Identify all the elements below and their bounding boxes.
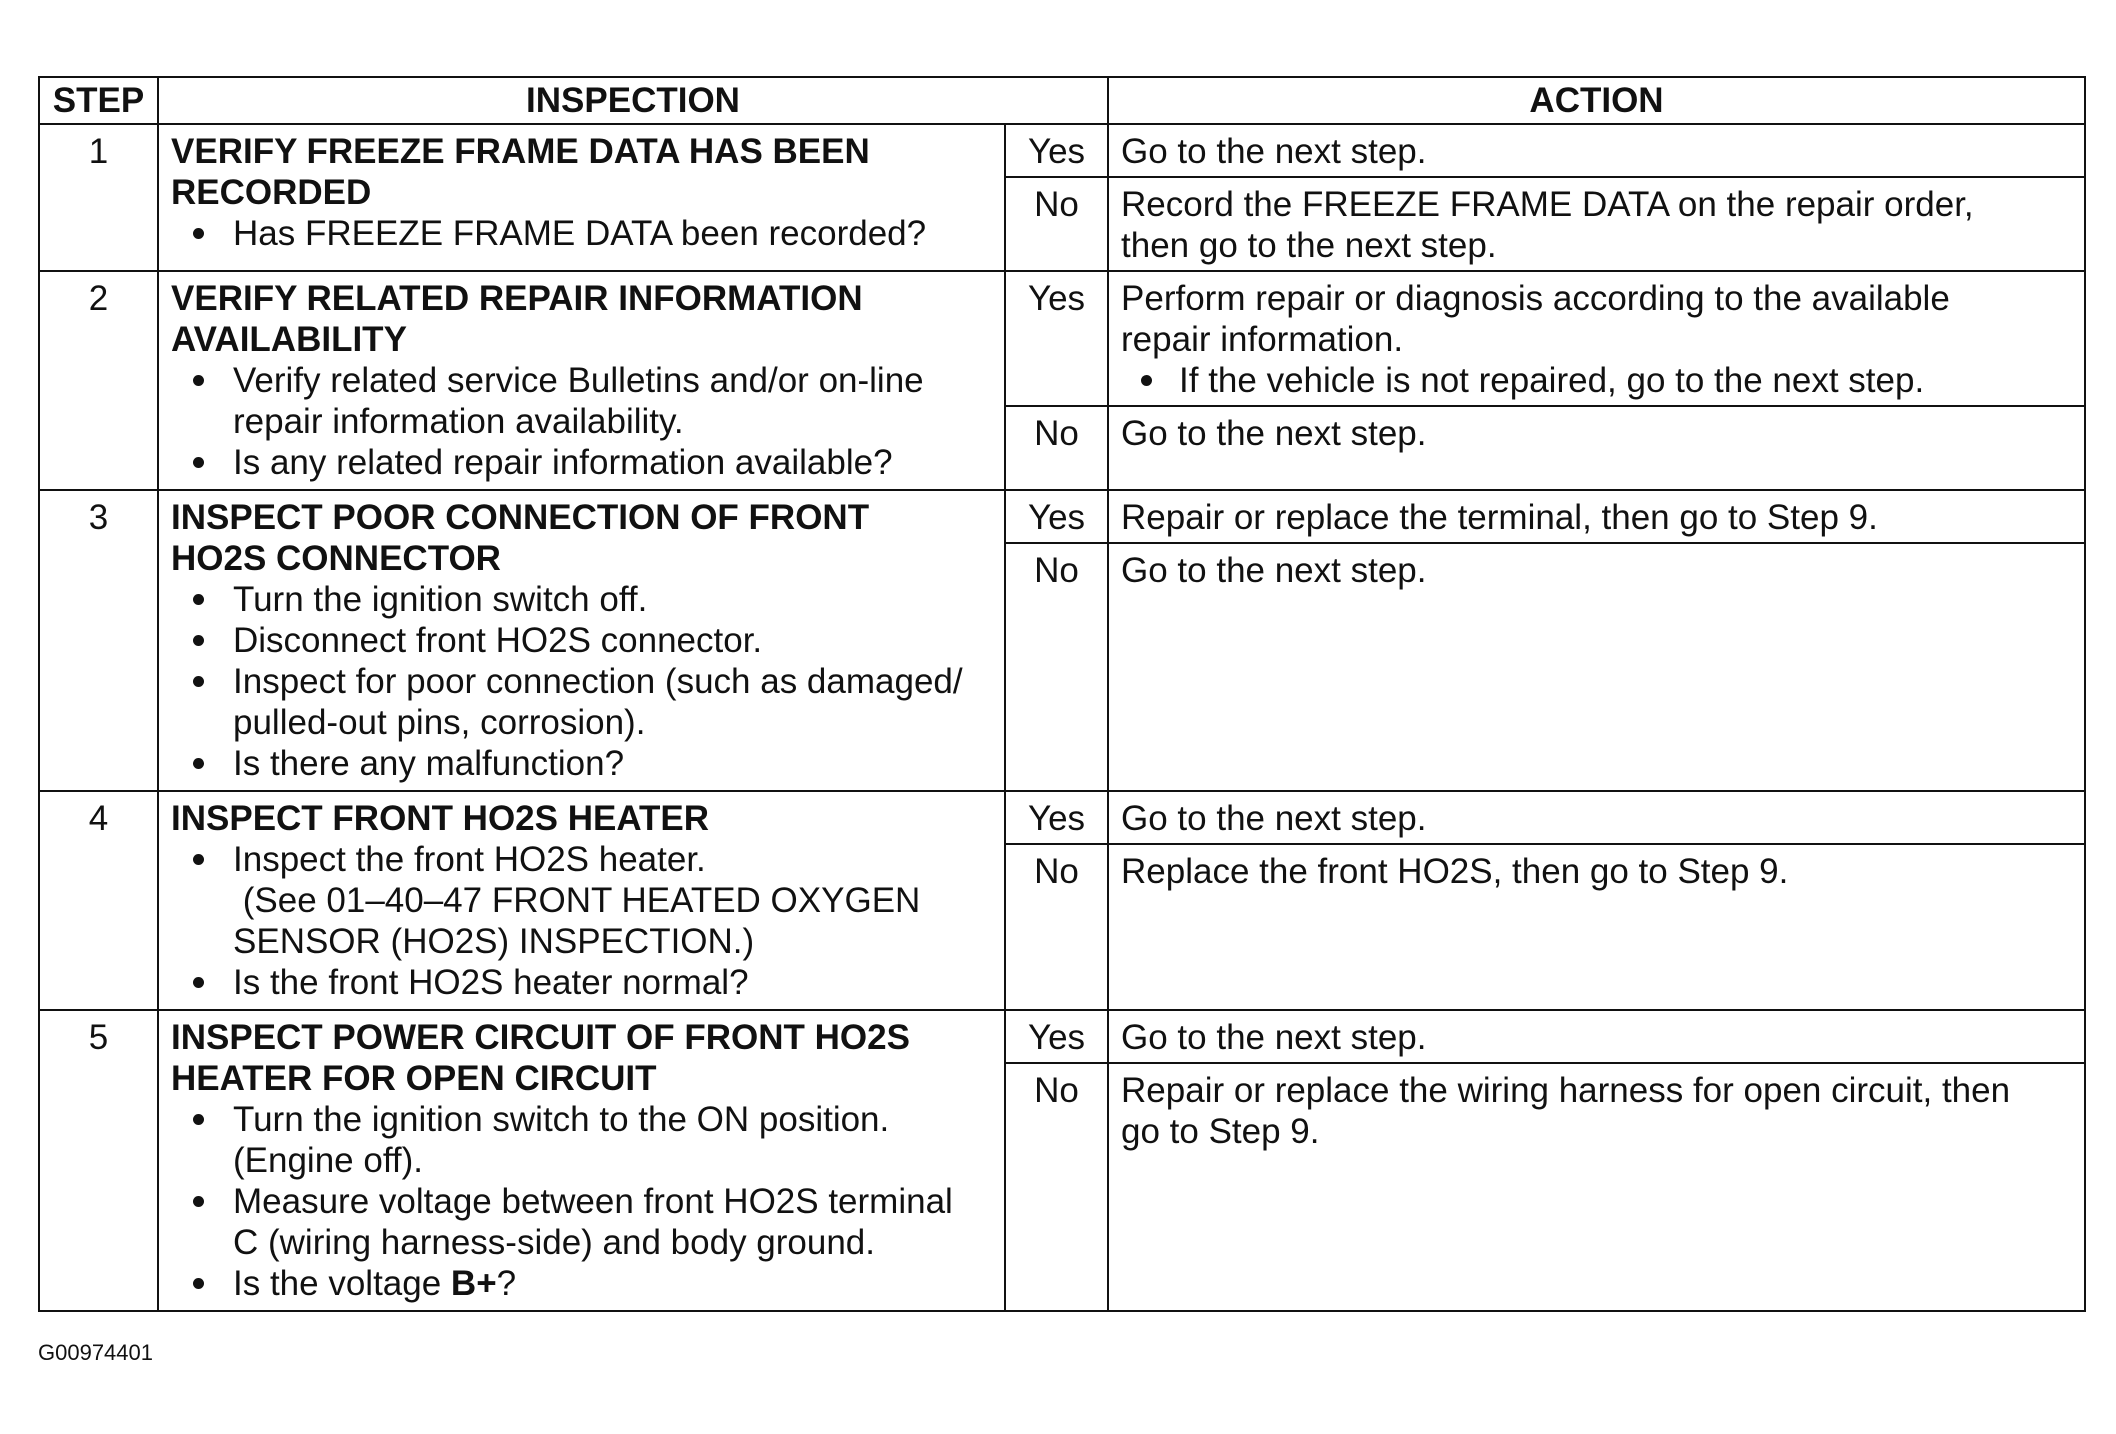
no-label: No <box>1005 177 1108 271</box>
step-5-yes-row <box>39 1010 2085 1063</box>
no-action: Replace the front HO2S, then go to Step 9. <box>1108 844 2085 1010</box>
step-number: 1 <box>39 124 158 271</box>
inspection-title: INSPECT POWER CIRCUIT OF FRONT HO2S <box>171 1018 910 1057</box>
bullet-text: Verify related service Bulletins and/or on-line <box>233 361 924 400</box>
yes-action: Go to the next step. <box>1108 1010 2085 1063</box>
no-label: No <box>1005 1063 1108 1311</box>
header-row <box>39 77 2085 124</box>
bullet-text: SENSOR (HO2S) INSPECTION.) <box>233 922 755 961</box>
bullet-text: Has FREEZE FRAME DATA been recorded? <box>233 214 927 253</box>
bullet-text: Is the front HO2S heater normal? <box>233 963 749 1002</box>
inspection-title: VERIFY FREEZE FRAME DATA HAS BEEN <box>171 132 870 171</box>
action-line: Repair or replace the wiring harness for open circuit, then <box>1121 1071 2011 1110</box>
header-action: ACTION <box>1108 77 2085 124</box>
list-item <box>171 962 994 1003</box>
bullet-text: (See 01–40–47 FRONT HEATED OXYGEN <box>242 881 921 920</box>
bullet-text: If the vehicle is not repaired, go to the next step. <box>1179 361 1925 400</box>
bullet-list <box>171 579 994 784</box>
yes-label: Yes <box>1005 124 1108 177</box>
yes-label: Yes <box>1005 791 1108 844</box>
yes-action: Go to the next step. <box>1108 124 2085 177</box>
list-item <box>171 213 994 254</box>
voltage-value: B+ <box>450 1264 497 1303</box>
bullet-icon <box>193 375 204 386</box>
step-2-yes-row <box>39 271 2085 406</box>
bullet-text: Turn the ignition switch to the ON position. <box>233 1100 890 1139</box>
bullet-icon <box>1141 375 1152 386</box>
inspection-cell <box>158 1010 1005 1311</box>
step-4-yes-row <box>39 791 2085 844</box>
bullet-text: pulled-out pins, corrosion). <box>233 703 646 742</box>
bullet-text: C (wiring harness-side) and body ground. <box>233 1223 875 1262</box>
no-action <box>1108 177 2085 271</box>
bullet-icon <box>193 457 204 468</box>
figure-id: G00974401 <box>38 1340 153 1365</box>
bullet-icon <box>193 854 204 865</box>
bullet-icon <box>193 228 204 239</box>
bullet-text: Is there any malfunction? <box>233 744 625 783</box>
action-line: Record the FREEZE FRAME DATA on the repair order, <box>1121 185 1974 224</box>
bullet-text: ? <box>496 1264 517 1303</box>
bullet-text: Inspect the front HO2S heater. <box>233 840 706 879</box>
inspection-cell <box>158 124 1005 271</box>
action-line: then go to the next step. <box>1121 226 1497 265</box>
list-item <box>171 839 994 962</box>
no-label: No <box>1005 406 1108 490</box>
no-label: No <box>1005 844 1108 1010</box>
list-item <box>171 1099 994 1181</box>
no-action <box>1108 1063 2085 1311</box>
bullet-text: Measure voltage between front HO2S terminal <box>233 1182 953 1221</box>
step-number: 3 <box>39 490 158 791</box>
inspection-title: RECORDED <box>171 173 372 212</box>
yes-action: Repair or replace the terminal, then go to Step 9. <box>1108 490 2085 543</box>
bullet-icon <box>193 1196 204 1207</box>
action-line: repair information. <box>1121 320 1404 359</box>
yes-label: Yes <box>1005 1010 1108 1063</box>
bullet-icon <box>193 676 204 687</box>
inspection-title: INSPECT FRONT HO2S HEATER <box>171 799 710 838</box>
list-item <box>171 360 994 442</box>
list-item <box>171 1181 994 1263</box>
bullet-icon <box>193 758 204 769</box>
bullet-text: (Engine off). <box>233 1141 424 1180</box>
header-inspection: INSPECTION <box>158 77 1108 124</box>
bullet-list <box>171 839 994 1003</box>
list-item <box>171 442 994 483</box>
list-item <box>171 579 994 620</box>
list-item <box>171 620 994 661</box>
action-line: go to Step 9. <box>1121 1112 1320 1151</box>
yes-label: Yes <box>1005 490 1108 543</box>
header-step: STEP <box>39 77 158 124</box>
step-3-yes-row <box>39 490 2085 543</box>
yes-action <box>1108 271 2085 406</box>
yes-label: Yes <box>1005 271 1108 406</box>
no-action: Go to the next step. <box>1108 406 2085 490</box>
diagnostic-table <box>38 76 2086 1312</box>
bullet-text: Inspect for poor connection (such as damaged/ <box>233 662 963 701</box>
bullet-icon <box>193 1114 204 1125</box>
bullet-list <box>171 1099 994 1304</box>
bullet-icon <box>193 635 204 646</box>
no-action: Go to the next step. <box>1108 543 2085 791</box>
inspection-title: AVAILABILITY <box>171 320 407 359</box>
inspection-title: HO2S CONNECTOR <box>171 539 501 578</box>
inspection-title: HEATER FOR OPEN CIRCUIT <box>171 1059 657 1098</box>
inspection-title: INSPECT POOR CONNECTION OF FRONT <box>171 498 870 537</box>
inspection-title: VERIFY RELATED REPAIR INFORMATION <box>171 279 863 318</box>
step-1-yes-row <box>39 124 2085 177</box>
action-line: Perform repair or diagnosis according to the available <box>1121 279 1950 318</box>
bullet-icon <box>193 1278 204 1289</box>
action-bullet-list <box>1121 360 2074 401</box>
bullet-text: Is the voltage <box>233 1264 451 1303</box>
step-number: 5 <box>39 1010 158 1311</box>
list-item <box>171 661 994 743</box>
bullet-list <box>171 360 994 483</box>
yes-action: Go to the next step. <box>1108 791 2085 844</box>
step-number: 2 <box>39 271 158 490</box>
bullet-icon <box>193 977 204 988</box>
inspection-cell <box>158 490 1005 791</box>
list-item <box>1121 360 2074 401</box>
bullet-text: Is any related repair information available? <box>233 443 893 482</box>
inspection-cell <box>158 271 1005 490</box>
inspection-cell <box>158 791 1005 1010</box>
list-item <box>171 1263 994 1304</box>
bullet-text: Disconnect front HO2S connector. <box>233 621 763 660</box>
bullet-list <box>171 213 994 254</box>
bullet-text: Turn the ignition switch off. <box>233 580 648 619</box>
bullet-icon <box>193 594 204 605</box>
step-number: 4 <box>39 791 158 1010</box>
list-item <box>171 743 994 784</box>
bullet-text: repair information availability. <box>233 402 684 441</box>
no-label: No <box>1005 543 1108 791</box>
